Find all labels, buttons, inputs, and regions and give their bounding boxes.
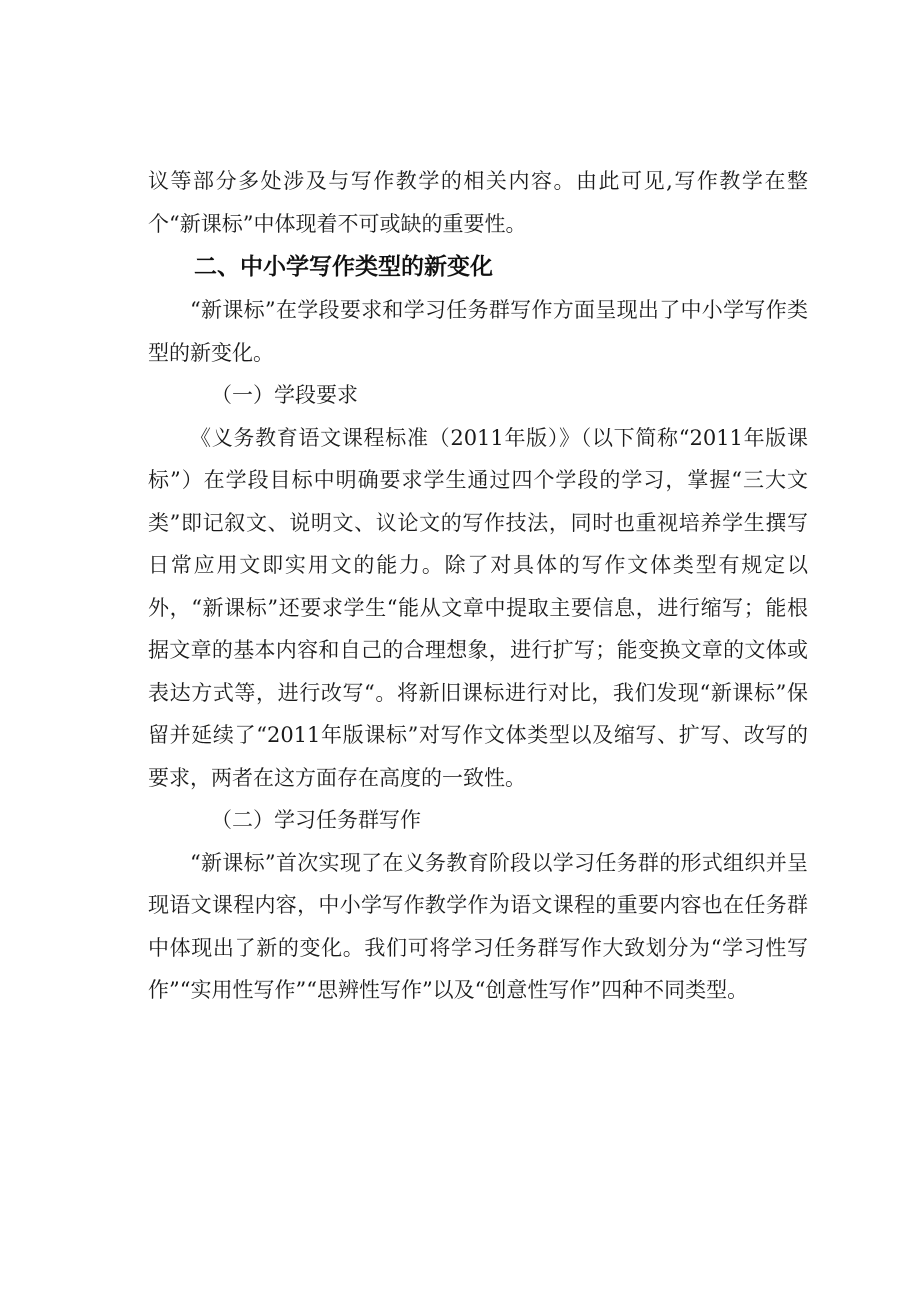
subsection-heading-task-group: （二）学习任务群写作 xyxy=(211,808,421,832)
subsection-heading-stage: （一）学段要求 xyxy=(211,383,358,407)
document-body xyxy=(148,160,808,1012)
paragraph-task-group-writing: “新课标”首次实现了在义务教育阶段以学习任务群的形式组织并呈现语文课程内容，中小学写作教学作为语文课程的重要内容也在任务群中体现出了新的变化。我们可将学习任务群写作大致划分为“学习性写作”“实用性写作”“思辨性写作”以及“创意性写作”四种不同类型。 xyxy=(148,850,808,1002)
paragraph-stage-requirements: 《义务教育语文课程标准（2011年版）》（以下简称“2011年版课标”）在学段目标中明确要求学生通过四个学段的学习，掌握“三大文类”即记叙文、说明文、议论文的写作技法，同时也重视培养学生撰写日常应用文即实用文的能力。除了对具体的写作文体类型有规定以外，“新课标”还要求学生“能从文章中提取主要信息，进行缩写；能根据文章的基本内容和自己的合理想象，进行扩写；能变换文章的文体或表达方式等，进行改写“。将新旧课标进行对比，我们发现“新课标”保留并延续了“2011年版课标”对写作文体类型以及缩写、扩写、改写的要求，两者在这方面存在高度的一致性。 xyxy=(148,425,808,790)
section-heading: 二、中小学写作类型的新变化 xyxy=(194,254,493,280)
paragraph-continuation: 议等部分多处涉及与写作教学的相关内容。由此可见,写作教学在整个“新课标”中体现着不可或缺的重要性。 xyxy=(148,169,808,236)
paragraph-intro: “新课标”在学段要求和学习任务群写作方面呈现出了中小学写作类型的新变化。 xyxy=(148,298,808,365)
